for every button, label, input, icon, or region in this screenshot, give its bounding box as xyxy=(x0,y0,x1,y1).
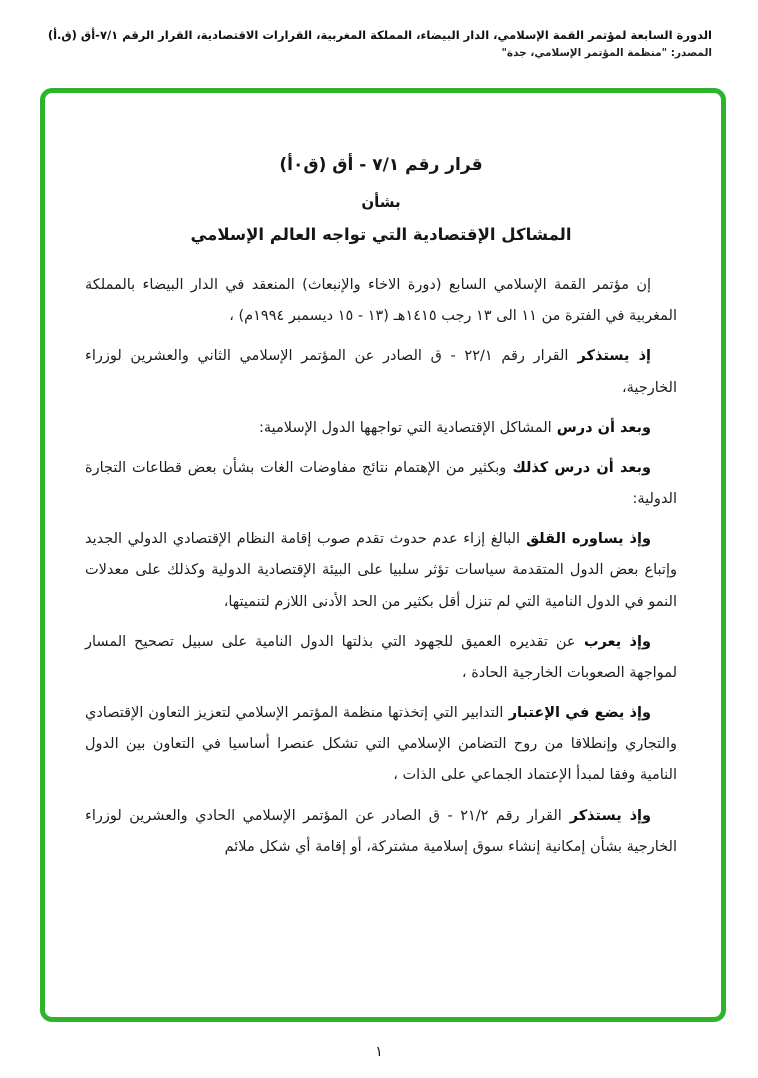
paragraph-text: المشاكل الإقتصادية التي تواجهها الدول الإسلامية: xyxy=(259,419,552,436)
paragraph xyxy=(85,270,677,332)
paragraph xyxy=(85,801,677,863)
paragraph-lead: وبعد أن درس كذلك xyxy=(506,459,651,476)
paragraph-lead: وإذ يساوره القلق xyxy=(520,531,651,548)
paragraph-text: إن مؤتمر القمة الإسلامي السابع (دورة الاخاء والإنبعاث) المنعقد في الدار البيضاء بالمملكة المغربية في الفترة من ١١ الى ١٣ رجب ١٤١٥هـ (١٣ - ١٥ ديسمبر ١٩٩٤م) ، xyxy=(85,277,677,325)
paragraph xyxy=(85,413,677,444)
paragraph xyxy=(85,524,677,618)
paragraph-lead: وإذ يعرب xyxy=(575,633,651,650)
page-number: ١ xyxy=(375,1044,383,1060)
paragraph-text: التدابير التي إتخذتها منظمة المؤتمر الإسلامي لتعزيز التعاون الإقتصادي والتجاري وإنطلاقا من روح التضامن الإسلامي التي تشكل عنصرا أساسيا في التعاون بين الدول النامية وفقا لمبدأ الإعتماد الجماعي على الذات ، xyxy=(85,705,677,784)
green-border-frame xyxy=(40,88,726,1022)
paragraph xyxy=(85,627,677,689)
paragraph-text: عن تقديره العميق للجهود التي بذلتها الدول النامية على سبيل تصحيح المسار لمواجهة الصعوبات الخارجية الحادة ، xyxy=(85,633,677,681)
document-header xyxy=(46,26,712,59)
resolution-number-title: قرار رقم ٧/١ - أق (ق٠أ) xyxy=(279,155,483,175)
paragraph-lead: وإذ يضع في الإعتبار xyxy=(503,705,651,722)
paragraph-text: القرار رقم ٢٢/١ - ق الصادر عن المؤتمر الإسلامي الثاني والعشرين لوزراء الخارجية، xyxy=(85,348,677,396)
resolution-subject-title: المشاكل الإقتصادية التي تواجه العالم الإسلامي xyxy=(190,225,572,244)
header-citation-line: الدورة السابعة لمؤتمر القمة الإسلامي، الدار البيضاء، المملكة المغربية، القرارات الاقتصادية، القرار الرقم ٧/١-أق (ق.أ) xyxy=(47,28,712,42)
paragraph-text: وبكثير من الإهتمام نتائج مفاوضات الغات بشأن بعض قطاعات التجارة الدولية: xyxy=(85,459,677,508)
paragraph-text: القرار رقم ٢١/٢ - ق الصادر عن المؤتمر الإسلامي الحادي والعشرين لوزراء الخارجية بشأن إمكانية إنشاء سوق إسلامية مشتركة، أو إقامة أي شكل ملائم xyxy=(85,807,677,855)
paragraphs xyxy=(85,270,677,863)
paragraph-lead: وإذ يستذكر xyxy=(561,807,651,824)
paragraph-lead: إذ يستذكر xyxy=(568,348,651,365)
paragraph xyxy=(85,453,677,515)
paragraph xyxy=(85,698,677,792)
paragraph-lead: وبعد أن درس xyxy=(551,419,651,436)
paragraph-text: البالغ إزاء عدم حدوث تقدم صوب إقامة النظام الإقتصادي الدولي الجديد وإتباع بعض الدول المتقدمة سياسات تؤثر سلبيا على البيئة الإقتصادية الدولية وكذلك على معدلات النمو في الدول النامية التي لم تنزل أقل بكثير من الحد الأدنى اللازم لتنميتها، xyxy=(85,531,677,610)
paragraph xyxy=(85,341,677,403)
resolution-title-block xyxy=(85,155,677,244)
header-source-line: المصدر: "منظمة المؤتمر الإسلامي، جدة" xyxy=(501,47,712,60)
resolution-subject-label: بشأن xyxy=(361,193,401,211)
